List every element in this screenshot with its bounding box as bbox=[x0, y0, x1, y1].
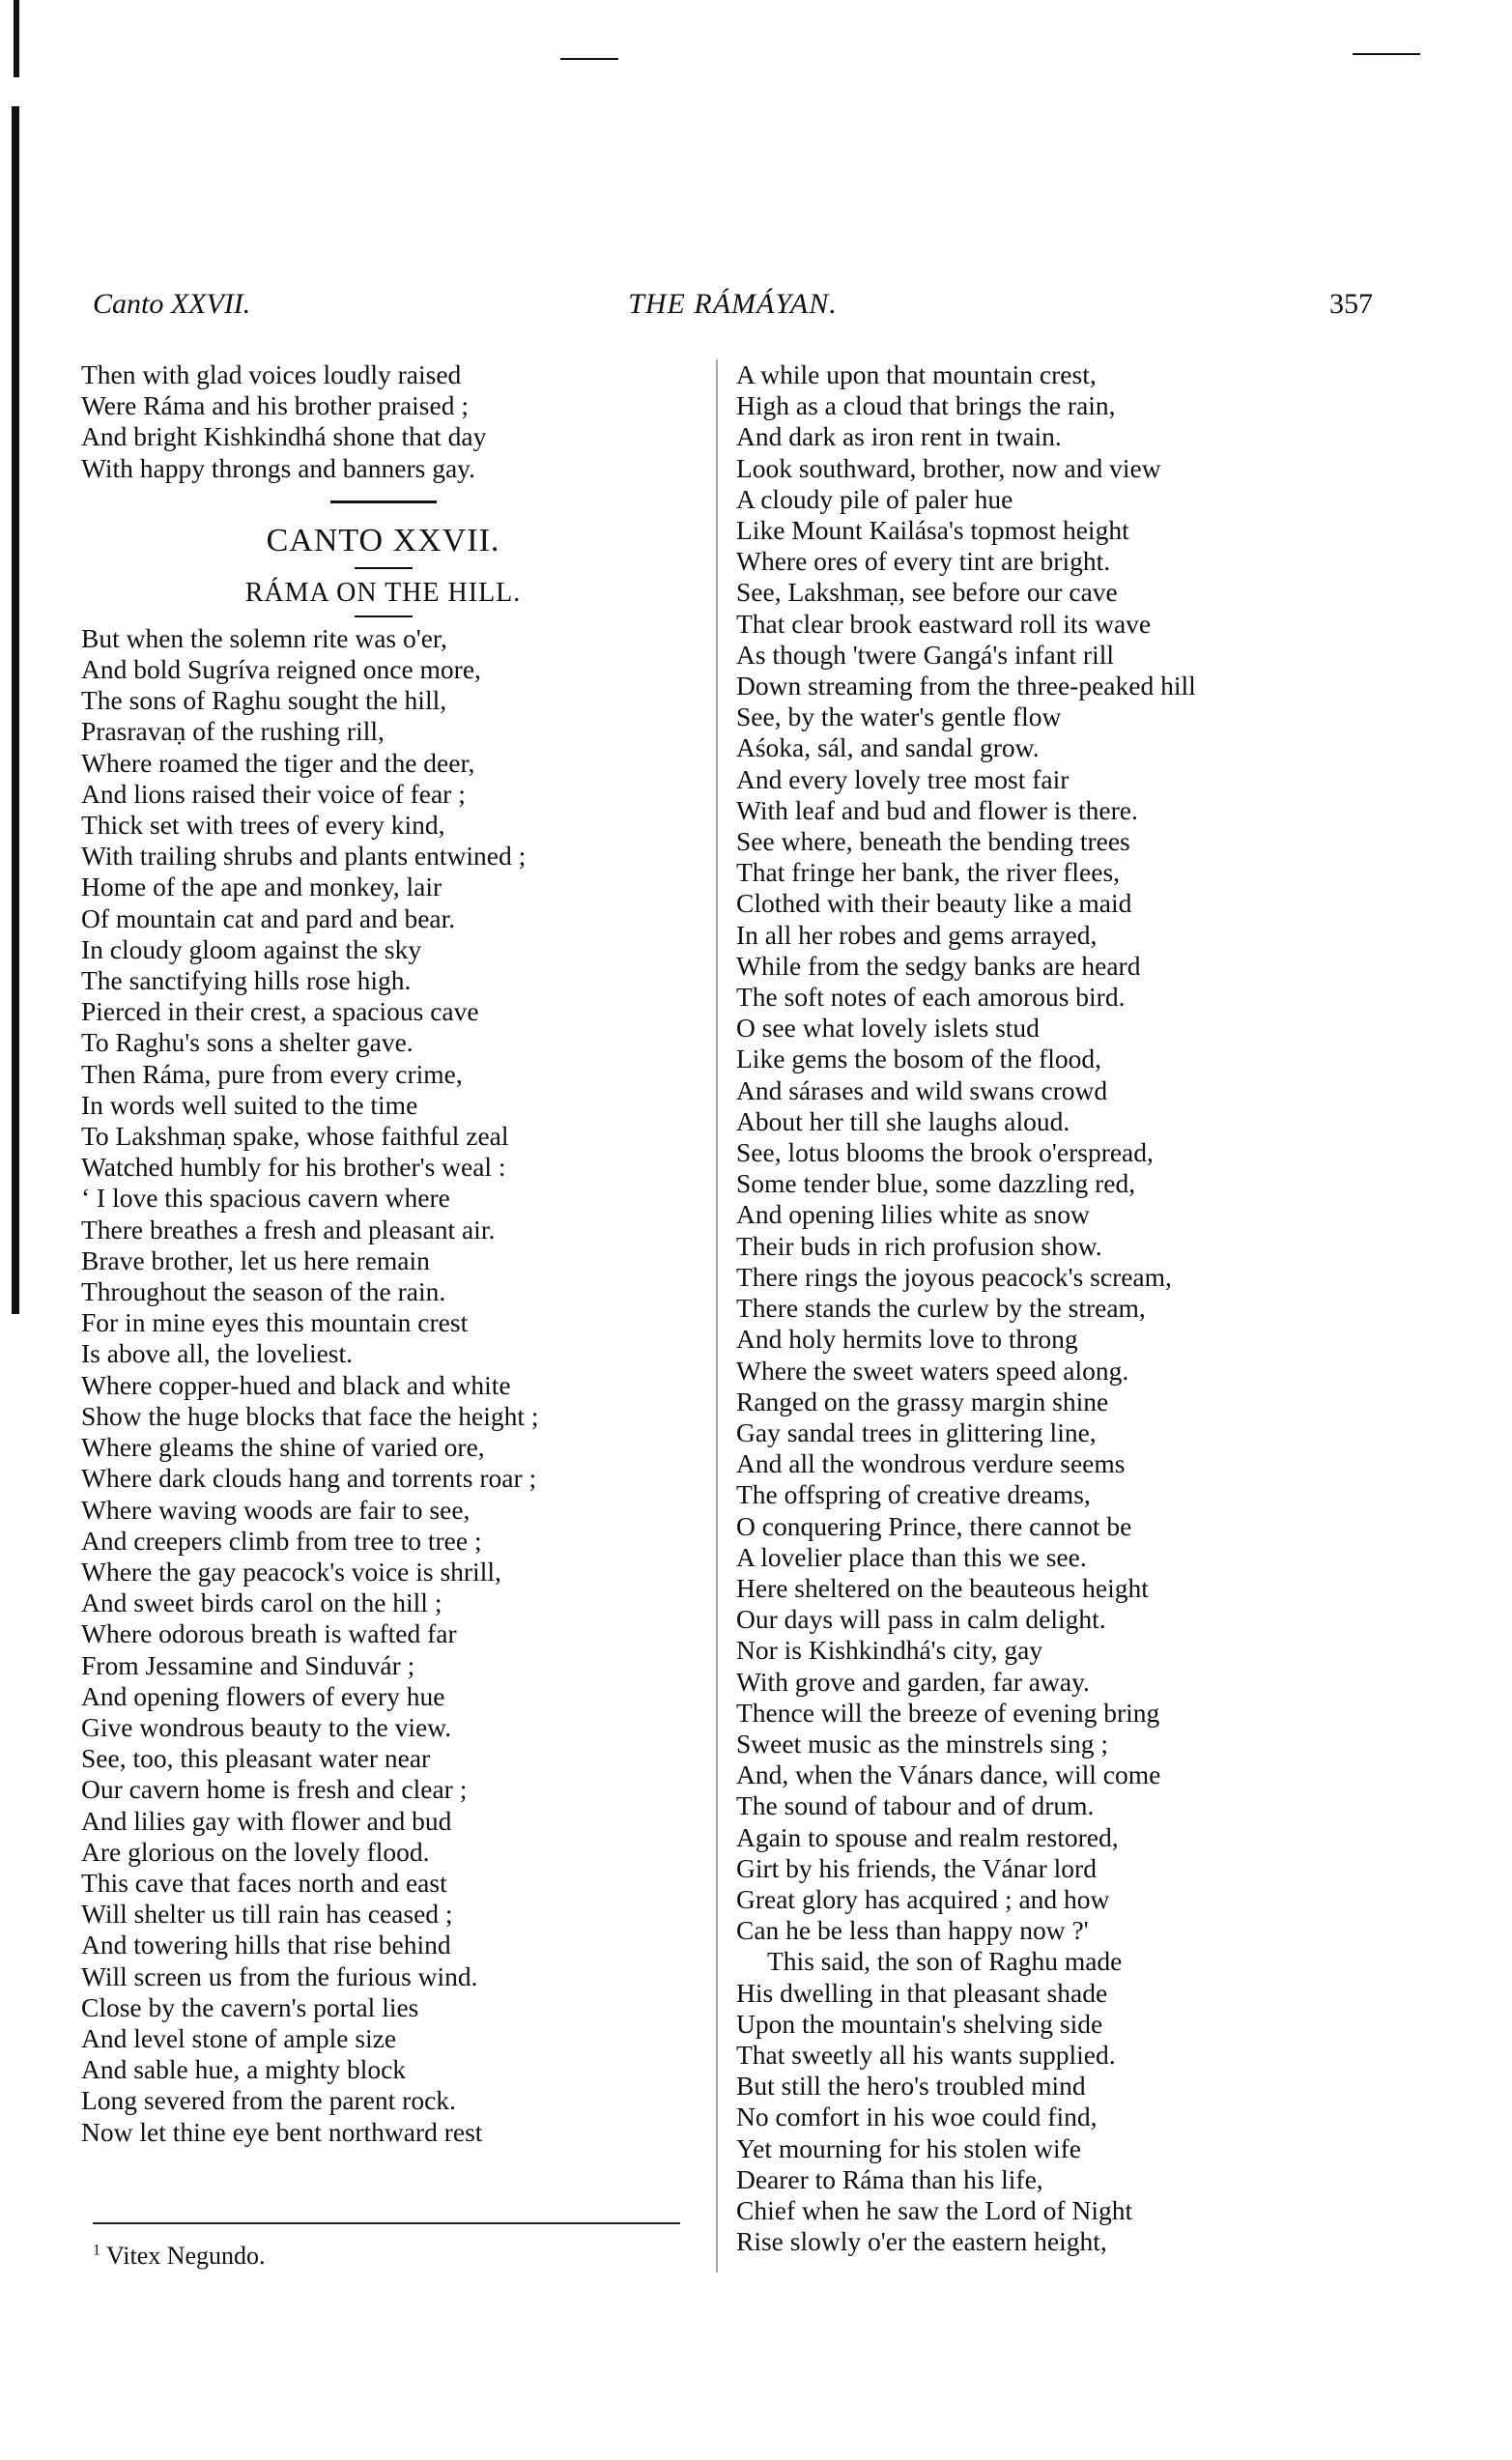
verse-line: The soft notes of each amorous bird. bbox=[736, 982, 1126, 1013]
verse-line: Here sheltered on the beauteous height bbox=[736, 1572, 1149, 1603]
footnote-marker: 1 bbox=[93, 2242, 100, 2259]
scan-smudge bbox=[560, 58, 618, 60]
verse-line: Our days will pass in calm delight. bbox=[736, 1604, 1106, 1635]
verse-line: With leaf and bud and flower is there. bbox=[736, 794, 1138, 825]
verse-line: Where copper-hued and black and white bbox=[81, 1369, 511, 1400]
verse-line: His dwelling in that pleasant shade bbox=[736, 1977, 1108, 2008]
verse-line: And dark as iron rent in twain. bbox=[736, 421, 1062, 452]
scan-edge-mark bbox=[14, 0, 19, 77]
verse-line: Where dark clouds hang and torrents roar ; bbox=[81, 1463, 537, 1494]
verse-line: Will screen us from the furious wind. bbox=[81, 1960, 478, 1991]
verse-line: And sable hue, a mighty block bbox=[81, 2054, 407, 2085]
verse-line: Were Ráma and his brother praised ; bbox=[81, 390, 469, 421]
verse-line: Can he be less than happy now ?' bbox=[736, 1915, 1089, 1946]
section-ornament bbox=[81, 488, 685, 513]
verse-line: The sons of Raghu sought the hill, bbox=[81, 685, 447, 716]
footnote bbox=[93, 2242, 266, 2271]
left-column bbox=[81, 359, 685, 2148]
verse-line: O conquering Prince, there cannot be bbox=[736, 1510, 1132, 1541]
verse-line: Pierced in their crest, a spacious cave bbox=[81, 996, 479, 1027]
verse-line: That fringe her bank, the river flees, bbox=[736, 857, 1121, 888]
verse-line: And every lovely tree most fair bbox=[736, 763, 1070, 794]
verse-line: Show the huge blocks that face the height ; bbox=[81, 1400, 539, 1431]
verse-line: Home of the ape and monkey, lair bbox=[81, 872, 442, 902]
verse-line: See, Lakshmaṇ, see before our cave bbox=[736, 577, 1118, 608]
verse-line: Prasravaṇ of the rushing rill, bbox=[81, 716, 385, 747]
verse-line: Clothed with their beauty like a maid bbox=[736, 888, 1132, 919]
verse-line: And sárases and wild swans crowd bbox=[736, 1074, 1108, 1105]
verse-line: Gay sandal trees in glittering line, bbox=[736, 1416, 1097, 1447]
verse-line: And sweet birds carol on the hill ; bbox=[81, 1588, 442, 1618]
verse-line: Where the gay peacock's voice is shrill, bbox=[81, 1556, 501, 1587]
verse-line: And bold Sugríva reigned once more, bbox=[81, 654, 481, 685]
verse-line: Where odorous breath is wafted far bbox=[81, 1618, 457, 1649]
verse-line: That clear brook eastward roll its wave bbox=[736, 608, 1152, 639]
verse-line: And lilies gay with flower and bud bbox=[81, 1805, 452, 1836]
title-rule bbox=[355, 567, 413, 569]
verse-line: But still the hero's troubled mind bbox=[736, 2071, 1086, 2102]
verse-line: In words well suited to the time bbox=[81, 1089, 418, 1120]
header-title: THE RÁMÁYAN. bbox=[628, 288, 838, 320]
verse-line: Close by the cavern's portal lies bbox=[81, 1991, 419, 2022]
verse-line: See where, beneath the bending trees bbox=[736, 826, 1130, 857]
footnote-rule bbox=[93, 2222, 680, 2224]
verse-line: And level stone of ample size bbox=[81, 2022, 397, 2053]
verse-line: And opening lilies white as snow bbox=[736, 1199, 1090, 1230]
previous-canto-ending bbox=[81, 359, 685, 484]
verse-line: Ranged on the grassy margin shine bbox=[736, 1386, 1109, 1416]
verse-line: Yet mourning for his stolen wife bbox=[736, 2132, 1081, 2163]
verse-line: Throughout the season of the rain. bbox=[81, 1276, 446, 1307]
section-title: RÁMA ON THE HILL. bbox=[244, 577, 522, 608]
verse-line: While from the sedgy banks are heard bbox=[736, 950, 1141, 981]
running-header bbox=[93, 288, 1373, 327]
verse-line: See, by the water's gentle flow bbox=[736, 701, 1062, 732]
title-rule bbox=[355, 615, 413, 617]
verse-line: Girt by his friends, the Vánar lord bbox=[736, 1852, 1097, 1883]
verse-line: See, lotus blooms the brook o'erspread, bbox=[736, 1137, 1154, 1168]
verse-line: Sweet music as the minstrels sing ; bbox=[736, 1728, 1108, 1759]
verse-line: That sweetly all his wants supplied. bbox=[736, 2039, 1116, 2070]
verse-line: Great glory has acquired ; and how bbox=[736, 1883, 1110, 1914]
verse-line: And towering hills that rise behind bbox=[81, 1930, 451, 1960]
verse-line: There stands the curlew by the stream, bbox=[736, 1293, 1146, 1324]
verse-line: Chief when he saw the Lord of Night bbox=[736, 2194, 1133, 2225]
scan-smudge bbox=[1353, 53, 1420, 55]
verse-line: Brave brother, let us here remain bbox=[81, 1244, 430, 1275]
verse-line: O see what lovely islets stud bbox=[736, 1013, 1040, 1044]
verse-line: In cloudy gloom against the sky bbox=[81, 933, 422, 964]
verse-line: Give wondrous beauty to the view. bbox=[81, 1711, 452, 1742]
verse-line: Upon the mountain's shelving side bbox=[736, 2008, 1103, 2039]
verse-line: And holy hermits love to throng bbox=[736, 1324, 1078, 1355]
page-number: 357 bbox=[1329, 288, 1373, 320]
verse-line: There breathes a fresh and pleasant air. bbox=[81, 1214, 496, 1244]
verse-line: With trailing shrubs and plants entwined ; bbox=[81, 841, 527, 872]
verse-line: The sound of tabour and of drum. bbox=[736, 1790, 1095, 1821]
footnote-text: Vitex Negundo. bbox=[106, 2242, 266, 2270]
verse-line: As though 'twere Gangá's infant rill bbox=[736, 639, 1115, 670]
verse-line: In all her robes and gems arrayed, bbox=[736, 919, 1098, 950]
scan-edge-mark bbox=[12, 106, 19, 1314]
verse-line: Like gems the bosom of the flood, bbox=[736, 1044, 1102, 1074]
verse-line: No comfort in his woe could find, bbox=[736, 2102, 1098, 2132]
verse-line: High as a cloud that brings the rain, bbox=[736, 390, 1116, 421]
verse-line: From Jessamine and Sinduvár ; bbox=[81, 1649, 415, 1680]
verse-line: A lovelier place than this we see. bbox=[736, 1541, 1087, 1572]
verse-line: For in mine eyes this mountain crest bbox=[81, 1307, 469, 1338]
verse-line: This cave that faces north and east bbox=[81, 1867, 447, 1898]
canto-title: CANTO XXVII. bbox=[266, 522, 500, 558]
verse-line: This said, the son of Raghu made bbox=[767, 1946, 1123, 1977]
verse-line: Where waving woods are fair to see, bbox=[81, 1494, 471, 1525]
verse-line: A cloudy pile of paler hue bbox=[736, 483, 1013, 514]
verse-line: Where roamed the tiger and the deer, bbox=[81, 747, 475, 778]
verse-line: Down streaming from the three-peaked hill bbox=[736, 671, 1196, 701]
verse-line: Thick set with trees of every kind, bbox=[81, 810, 445, 841]
verse-line: And lions raised their voice of fear ; bbox=[81, 778, 466, 809]
verse-line: Where the sweet waters speed along. bbox=[736, 1355, 1129, 1386]
verse-line: And creepers climb from tree to tree ; bbox=[81, 1525, 482, 1556]
verse-line: To Lakshmaṇ spake, whose faithful zeal bbox=[81, 1121, 509, 1152]
verse-line: But when the solemn rite was o'er, bbox=[81, 622, 447, 653]
verse-line: Look southward, brother, now and view bbox=[736, 452, 1161, 483]
verse-line: With happy throngs and banners gay. bbox=[81, 452, 475, 483]
verse-line: A while upon that mountain crest, bbox=[736, 359, 1097, 389]
verse-line: Are glorious on the lovely flood. bbox=[81, 1836, 430, 1867]
verse-line: The offspring of creative dreams, bbox=[736, 1479, 1091, 1510]
verse-line: With grove and garden, far away. bbox=[736, 1666, 1090, 1697]
verse-line: Their buds in rich profusion show. bbox=[736, 1230, 1102, 1261]
verse-line: Rise slowly o'er the eastern height, bbox=[736, 2226, 1107, 2257]
verse-line: There rings the joyous peacock's scream, bbox=[736, 1261, 1172, 1292]
verse-line: To Raghu's sons a shelter gave. bbox=[81, 1027, 414, 1058]
verse-line: Then with glad voices loudly raised bbox=[81, 359, 462, 389]
right-column bbox=[736, 359, 1374, 2257]
verse-line: Of mountain cat and pard and bear. bbox=[81, 902, 456, 933]
verse-line: Will shelter us till rain has ceased ; bbox=[81, 1899, 453, 1930]
verse-line: See, too, this pleasant water near bbox=[81, 1743, 431, 1774]
verse-line: Then Ráma, pure from every crime, bbox=[81, 1058, 463, 1089]
verse-line: And opening flowers of every hue bbox=[81, 1680, 445, 1711]
verse-line: ‘ I love this spacious cavern where bbox=[81, 1183, 450, 1214]
verse-line: Watched humbly for his brother's weal : bbox=[81, 1152, 506, 1183]
verse-line: Aśoka, sál, and sandal grow. bbox=[736, 732, 1040, 763]
verse-line: Where ores of every tint are bright. bbox=[736, 546, 1111, 577]
verse-line: Some tender blue, some dazzling red, bbox=[736, 1168, 1136, 1199]
header-canto: Canto XXVII. bbox=[93, 288, 251, 320]
verse-line: Nor is Kishkindhá's city, gay bbox=[736, 1635, 1043, 1666]
column-divider bbox=[716, 359, 718, 2273]
verse-line: Now let thine eye bent northward rest bbox=[81, 2116, 483, 2147]
verse-line: Is above all, the loveliest. bbox=[81, 1338, 354, 1369]
verse-line: About her till she laughs aloud. bbox=[736, 1105, 1070, 1136]
verse-line: Our cavern home is fresh and clear ; bbox=[81, 1774, 468, 1805]
verse-left bbox=[81, 623, 685, 2148]
verse-line: Again to spouse and realm restored, bbox=[736, 1821, 1119, 1852]
verse-line: The sanctifying hills rose high. bbox=[81, 965, 412, 996]
verse-line: And all the wondrous verdure seems bbox=[736, 1448, 1126, 1479]
verse-line: Long severed from the parent rock. bbox=[81, 2085, 456, 2116]
verse-line: Where gleams the shine of varied ore, bbox=[81, 1432, 485, 1463]
verse-line: And, when the Vánars dance, will come bbox=[736, 1759, 1161, 1790]
verse-line: And bright Kishkindhá shone that day bbox=[81, 421, 487, 452]
verse-line: Thence will the breeze of evening bring bbox=[736, 1697, 1160, 1728]
verse-line: Like Mount Kailása's topmost height bbox=[736, 515, 1129, 546]
verse-line: Dearer to Ráma than his life, bbox=[736, 2163, 1043, 2194]
verse-right bbox=[736, 359, 1374, 2257]
